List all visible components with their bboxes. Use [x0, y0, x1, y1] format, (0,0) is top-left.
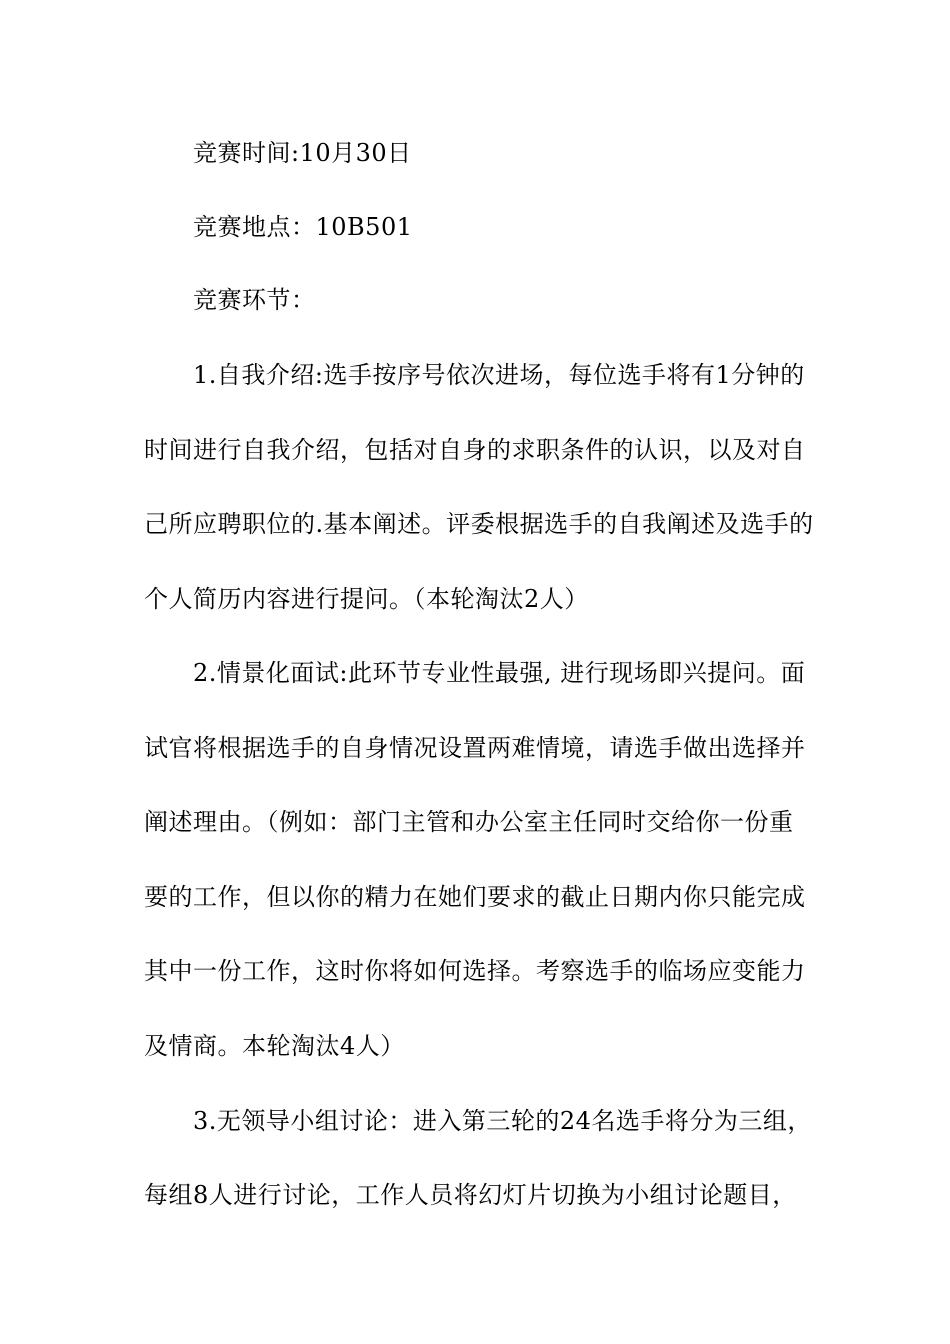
- stage-3-line-2: 每组8人进行讨论，工作人员将幻灯片切换为小组讨论题目，: [144, 1181, 797, 1209]
- stage-2-line-6: 及情商。本轮淘汰4人）: [144, 1032, 405, 1060]
- stage-2-line-3: 阐述理由。（例如：部门主管和办公室主任同时交给你一份重: [144, 808, 794, 836]
- competition-time-line: 竞赛时间:10月30日: [193, 139, 412, 167]
- stage-1-line-3: 己所应聘职位的.基本阐述。评委根据选手的自我阐述及选手的: [144, 510, 814, 538]
- stage-1-line-4: 个人简历内容进行提问。（本轮淘汰2人）: [144, 585, 589, 613]
- stage-3-line-1: 3.无领导小组讨论：进入第三轮的24名选手将分为三组，: [193, 1107, 812, 1135]
- competition-venue-line: 竞赛地点：10B501: [193, 213, 413, 241]
- stage-2-line-2: 试官将根据选手的自身情况设置两难情境，请选手做出选择并: [144, 734, 806, 762]
- stage-2-line-5: 其中一份工作，这时你将如何选择。考察选手的临场应变能力: [144, 957, 806, 985]
- stage-1-line-2: 时间进行自我介绍，包括对自身的求职条件的认识，以及对自: [144, 436, 806, 464]
- stage-2-line-1: 2.情景化面试:此环节专业性最强, 进行现场即兴提问。面: [193, 659, 806, 687]
- stage-2-line-4: 要的工作，但以你的精力在她们要求的截止日期内你只能完成: [144, 883, 806, 911]
- stage-1-line-1: 1.自我介绍:选手按序号依次进场，每位选手将有1分钟的: [193, 361, 805, 389]
- competition-stages-heading: 竞赛环节：: [193, 286, 316, 314]
